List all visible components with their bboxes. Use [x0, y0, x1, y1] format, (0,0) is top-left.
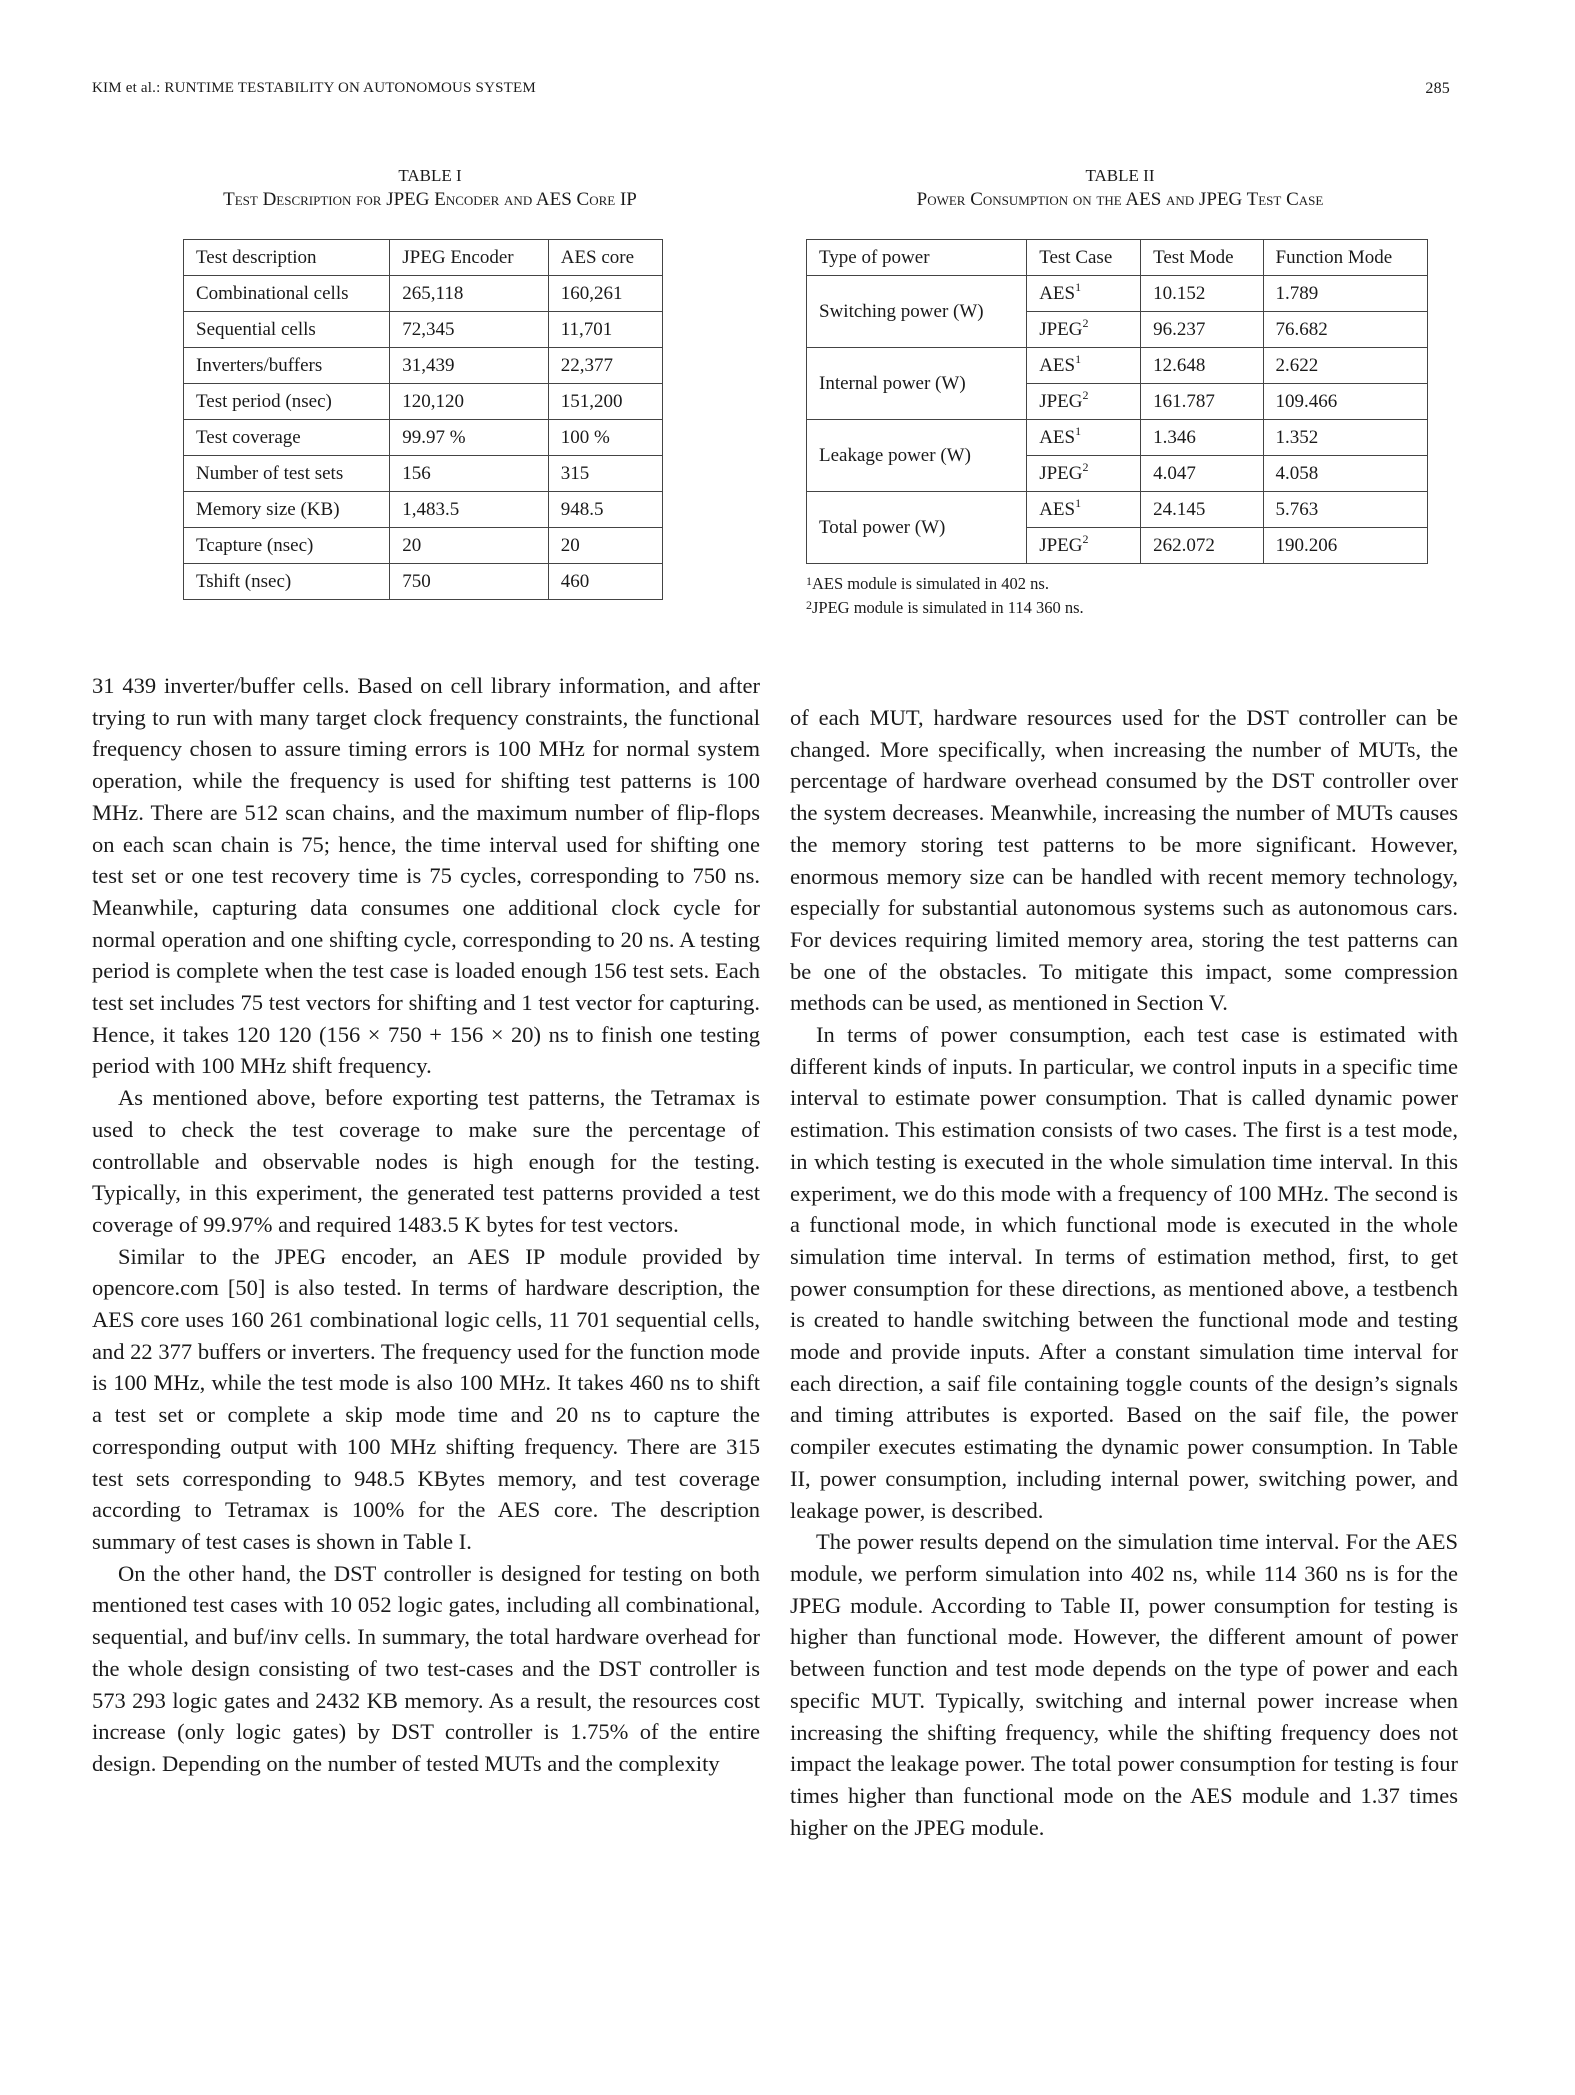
table-1-title: Test Description for JPEG Encoder and AES Core IP	[223, 189, 637, 210]
footnote-text: JPEG module is simulated in 114 360 ns.	[812, 598, 1084, 617]
table-1-row	[184, 348, 663, 384]
table-2-test-case	[1027, 312, 1141, 348]
table-2-row	[807, 420, 1428, 456]
table-1-header-cell: AES core	[548, 240, 662, 276]
table-2-test-case	[1027, 492, 1141, 528]
table-2-test-mode-value: 4.047	[1141, 456, 1263, 492]
table-1-row	[184, 456, 663, 492]
table-2-title: Power Consumption on the AES and JPEG Test Case	[916, 189, 1324, 210]
table-2-footnote	[806, 596, 1084, 620]
table-2-test-case	[1027, 348, 1141, 384]
table-2-test-case	[1027, 456, 1141, 492]
table-2-footnote-mark: 2	[1082, 315, 1089, 330]
table-2-test-mode-value: 96.237	[1141, 312, 1263, 348]
table-1-header-cell: JPEG Encoder	[390, 240, 548, 276]
table-1-cell: Tshift (nsec)	[184, 564, 390, 600]
table-1-cell: 20	[548, 528, 662, 564]
paragraph: In terms of power consumption, each test case is estimated with different kinds of inputs. In particular, we control inputs in a specific time interval to estimate power consumption. That is called dynamic power estimation. This estimation consists of two cases. The first is a test mode, in which testing is executed in the whole simulation time interval. In this experiment, we do this mode with a frequency of 100 MHz. The second is a functional mode, in which functional mode is executed in the whole simulation time interval. In terms of estimation method, first, to get power consumption for these directions, as mentioned above, a testbench is created to handle switching between the functional mode and testing mode and provide inputs. After a constant simulation time interval for each direction, a saif file containing toggle counts of the design’s signals and timing attributes is exported. Based on the saif file, the power compiler executes estimating the dynamic power consumption. In Table II, power consumption, including internal power, switching power, and leakage power, is described.	[790, 1022, 1458, 1523]
table-2-power-type: Internal power (W)	[807, 348, 1027, 420]
table-1-row	[184, 492, 663, 528]
table-1-cell: 100 %	[548, 420, 662, 456]
table-1-cell: Test period (nsec)	[184, 384, 390, 420]
table-2-test-mode-value: 1.346	[1141, 420, 1263, 456]
table-1-cell: 265,118	[390, 276, 548, 312]
table-2-function-mode-value: 190.206	[1263, 528, 1427, 564]
table-2-test-case-name: AES	[1039, 354, 1076, 376]
table-2-header-cell: Test Case	[1027, 240, 1141, 276]
table-1-caption	[150, 164, 710, 212]
table-1-row	[184, 312, 663, 348]
paragraph: On the other hand, the DST controller is designed for testing on both mentioned test cases with 10 052 logic gates, including all combinational, sequential, and buf/inv cells. In summary, the total hardware overhead for the whole design consisting of two test-cases and the DST controller is 573 293 logic gates and 2432 KB memory. As a result, the resources cost increase (only logic gates) by DST controller is 1.75% of the entire design. Depending on the number of tested MUTs and the complexity	[92, 1560, 760, 1776]
table-2-header-cell: Function Mode	[1263, 240, 1427, 276]
footnote-mark: 2	[806, 598, 812, 612]
table-2-footnote-mark: 1	[1075, 279, 1082, 294]
left-column	[92, 670, 760, 1780]
table-2-test-mode-value: 10.152	[1141, 276, 1263, 312]
table-2-test-case-name: JPEG	[1039, 318, 1083, 340]
table-2-test-case	[1027, 420, 1141, 456]
table-1-header-row	[184, 240, 663, 276]
table-2-test-case-name: AES	[1039, 426, 1076, 448]
table-1-header-cell: Test description	[184, 240, 390, 276]
table-2-test-mode-value: 24.145	[1141, 492, 1263, 528]
paragraph: The power results depend on the simulation time interval. For the AES module, we perform simulation into 402 ns, while 114 360 ns is for the JPEG module. According to Table II, power consumption for testing is higher than functional mode. However, the different amount of power between function and test mode depends on the type of power and each specific MUT. Typically, switching and internal power increase when increasing the shifting frequency, while the shifting frequency does not impact the leakage power. The total power consumption for testing is four times higher than functional mode on the AES module and 1.37 times higher on the JPEG module.	[790, 1529, 1458, 1840]
table-2-header-row	[807, 240, 1428, 276]
running-header	[92, 80, 1450, 104]
table-2-test-case	[1027, 276, 1141, 312]
table-2-footnote	[806, 572, 1084, 596]
table-1-cell: 11,701	[548, 312, 662, 348]
table-1-cell: Inverters/buffers	[184, 348, 390, 384]
table-2-test-case-name: JPEG	[1039, 534, 1083, 556]
table-2-footnote-mark: 2	[1082, 387, 1089, 402]
footnote-mark: 1	[806, 574, 812, 588]
table-2-test-mode-value: 262.072	[1141, 528, 1263, 564]
table-2-row	[807, 348, 1428, 384]
table-2-footnote-mark: 1	[1075, 423, 1082, 438]
table-1-row	[184, 384, 663, 420]
table-2-test-case-name: AES	[1039, 282, 1076, 304]
table-1-cell: 99.97 %	[390, 420, 548, 456]
table-2-power-type: Switching power (W)	[807, 276, 1027, 348]
table-2-footnote-mark: 1	[1075, 351, 1082, 366]
table-1-cell: Memory size (KB)	[184, 492, 390, 528]
table-2-function-mode-value: 76.682	[1263, 312, 1427, 348]
table-2-function-mode-value: 5.763	[1263, 492, 1427, 528]
table-2-test-mode-value: 161.787	[1141, 384, 1263, 420]
table-2-footnote-mark: 1	[1075, 495, 1082, 510]
table-2-header-cell: Test Mode	[1141, 240, 1263, 276]
table-1-cell: 750	[390, 564, 548, 600]
table-1-cell: 31,439	[390, 348, 548, 384]
table-1-row	[184, 420, 663, 456]
table-2-test-case-name: AES	[1039, 498, 1076, 520]
table-2-power-type: Leakage power (W)	[807, 420, 1027, 492]
table-1-cell: 460	[548, 564, 662, 600]
table-2-footnotes	[806, 572, 1084, 620]
table-1-cell: 151,200	[548, 384, 662, 420]
table-1-cell: 20	[390, 528, 548, 564]
paragraph: As mentioned above, before exporting test patterns, the Tetramax is used to check the test coverage to make sure the percentage of controllable and observable nodes is high enough for the testing. Typically, in this experiment, the generated test patterns provided a test coverage of 99.97% and required 1483.5 K bytes for test vectors.	[92, 1085, 760, 1237]
table-2-header-cell: Type of power	[807, 240, 1027, 276]
table-1-label: TABLE I	[398, 166, 462, 185]
page-number: 285	[1425, 80, 1450, 97]
table-1-row	[184, 528, 663, 564]
table-2-footnote-mark: 2	[1082, 459, 1089, 474]
table-1-cell: 315	[548, 456, 662, 492]
footnote-text: AES module is simulated in 402 ns.	[812, 574, 1049, 593]
table-2-power-type: Total power (W)	[807, 492, 1027, 564]
table-2-caption	[820, 164, 1420, 212]
table-2-test-case	[1027, 384, 1141, 420]
table-2-row	[807, 276, 1428, 312]
table-1-cell: Test coverage	[184, 420, 390, 456]
right-column	[790, 702, 1458, 1843]
table-1-row	[184, 564, 663, 600]
table-1-cell: 22,377	[548, 348, 662, 384]
table-1	[183, 239, 663, 600]
table-2-function-mode-value: 1.789	[1263, 276, 1427, 312]
table-1-cell: 948.5	[548, 492, 662, 528]
table-2-function-mode-value: 2.622	[1263, 348, 1427, 384]
paragraph: of each MUT, hardware resources used for the DST controller can be changed. More specifically, when increasing the number of MUTs, the percentage of hardware overhead consumed by the DST controller over the system decreases. Meanwhile, increasing the number of MUTs causes the memory storing test patterns to be more significant. However, enormous memory size can be handled with recent memory technology, especially for substantial autonomous systems such as autonomous cars. For devices requiring limited memory area, storing the test patterns can be one of the obstacles. To mitigate this impact, some compression methods can be used, as mentioned in Section V.	[790, 705, 1458, 1016]
table-1-cell: Tcapture (nsec)	[184, 528, 390, 564]
table-2-function-mode-value: 109.466	[1263, 384, 1427, 420]
table-2-row	[807, 492, 1428, 528]
table-2-test-case-name: JPEG	[1039, 390, 1083, 412]
table-2-footnote-mark: 2	[1082, 531, 1089, 546]
running-title: KIM et al.: RUNTIME TESTABILITY ON AUTONOMOUS SYSTEM	[92, 80, 536, 96]
table-2-function-mode-value: 4.058	[1263, 456, 1427, 492]
table-1-cell: 72,345	[390, 312, 548, 348]
table-2	[806, 239, 1428, 564]
table-2-test-mode-value: 12.648	[1141, 348, 1263, 384]
table-1-cell: 1,483.5	[390, 492, 548, 528]
table-1-cell: Number of test sets	[184, 456, 390, 492]
table-1-cell: 120,120	[390, 384, 548, 420]
table-1-cell: Combinational cells	[184, 276, 390, 312]
table-2-test-case	[1027, 528, 1141, 564]
table-1-row	[184, 276, 663, 312]
table-1-cell: 156	[390, 456, 548, 492]
table-1-cell: Sequential cells	[184, 312, 390, 348]
paragraph: 31 439 inverter/buffer cells. Based on cell library information, and after trying to run with many target clock frequency constraints, the functional frequency chosen to assure timing errors is 100 MHz for normal system operation, while the frequency is used for shifting test patterns is 100 MHz. There are 512 scan chains, and the maximum number of flip-flops on each scan chain is 75; hence, the time interval used for shifting one test set or one test recovery time is 75 cycles, corresponding to 750 ns. Meanwhile, capturing data consumes one additional clock cycle for normal operation and one shifting cycle, corresponding to 20 ns. A testing period is complete when the test case is loaded enough 156 test sets. Each test set includes 75 test vectors for shifting and 1 test vector for capturing. Hence, it takes 120 120 (156 × 750 + 156 × 20) ns to finish one testing period with 100 MHz shift frequency.	[92, 673, 760, 1079]
table-2-test-case-name: JPEG	[1039, 462, 1083, 484]
table-1-cell: 160,261	[548, 276, 662, 312]
table-2-label: TABLE II	[1085, 166, 1155, 185]
table-2-function-mode-value: 1.352	[1263, 420, 1427, 456]
paragraph: Similar to the JPEG encoder, an AES IP module provided by opencore.com [50] is also tested. In terms of hardware description, the AES core uses 160 261 combinational logic cells, 11 701 sequential cells, and 22 377 buffers or inverters. The frequency used for the function mode is 100 MHz, while the test mode is also 100 MHz. It takes 460 ns to shift a test set or complete a skip mode time and 20 ns to capture the corresponding output with 100 MHz shifting frequency. There are 315 test sets corresponding to 948.5 KBytes memory, and test coverage according to Tetramax is 100% for the AES core. The description summary of test cases is shown in Table I.	[92, 1243, 760, 1554]
